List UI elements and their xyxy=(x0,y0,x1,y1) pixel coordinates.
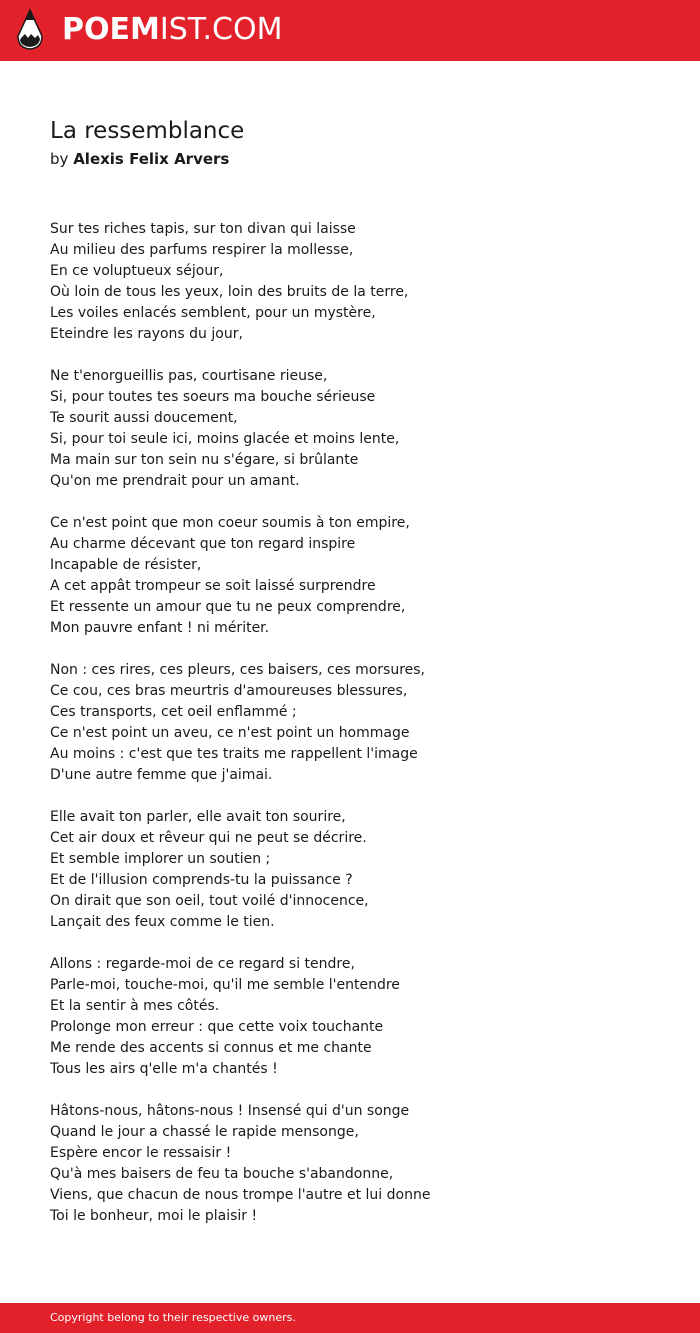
site-header xyxy=(0,0,700,61)
poem-stanza xyxy=(50,1101,670,1227)
poem-line: Tous les airs q'elle m'a chantés ! xyxy=(50,1061,278,1077)
poem-line: Ces transports, cet oeil enflammé ; xyxy=(50,704,297,720)
poem-line: Ma main sur ton sein nu s'égare, si brûlante xyxy=(50,452,359,468)
logo-text-bold: POEM xyxy=(62,12,160,47)
poem-line: Quand le jour a chassé le rapide mensonge, xyxy=(50,1124,359,1140)
poem-line: Au milieu des parfums respirer la mollesse, xyxy=(50,242,354,258)
poem-title: La ressemblance xyxy=(50,118,245,144)
poem-line: Les voiles enlacés semblent, pour un mystère, xyxy=(50,305,376,321)
site-logo-link[interactable] xyxy=(16,8,282,52)
poem-line: Toi le bonheur, moi le plaisir ! xyxy=(50,1208,258,1224)
poem-stanza xyxy=(50,219,670,345)
poem-line: Ce cou, ces bras meurtris d'amoureuses blessures, xyxy=(50,683,408,699)
poem-stanza xyxy=(50,660,670,786)
poem-stanza xyxy=(50,954,670,1080)
poem-body xyxy=(50,219,670,1248)
byline-label: by xyxy=(50,150,69,168)
poem-stanza xyxy=(50,513,670,639)
poem-stanza xyxy=(50,366,670,492)
poem-line: Cet air doux et rêveur qui ne peut se décrire. xyxy=(50,830,367,846)
poem-line: Et de l'illusion comprends-tu la puissance ? xyxy=(50,872,353,888)
poem-line: En ce voluptueux séjour, xyxy=(50,263,224,279)
site-footer xyxy=(0,1303,700,1333)
poem-line: Qu'on me prendrait pour un amant. xyxy=(50,473,300,489)
poem-line: D'une autre femme que j'aimai. xyxy=(50,767,273,783)
poem-line: Ne t'enorgueillis pas, courtisane rieuse, xyxy=(50,368,328,384)
poem-line: Si, pour toutes tes soeurs ma bouche sérieuse xyxy=(50,389,376,405)
poem-line: Elle avait ton parler, elle avait ton sourire, xyxy=(50,809,346,825)
poem-line: Sur tes riches tapis, sur ton divan qui laisse xyxy=(50,221,356,237)
poem-line: Et ressente un amour que tu ne peux comprendre, xyxy=(50,599,406,615)
poem-line: Allons : regarde-moi de ce regard si tendre, xyxy=(50,956,355,972)
poem-line: Viens, que chacun de nous trompe l'autre et lui donne xyxy=(50,1187,431,1203)
poem-line: Ce n'est point que mon coeur soumis à ton empire, xyxy=(50,515,410,531)
poem-line: Au charme décevant que ton regard inspire xyxy=(50,536,356,552)
poem-line: Incapable de résister, xyxy=(50,557,202,573)
poem-line: Eteindre les rayons du jour, xyxy=(50,326,243,342)
poem-line: Non : ces rires, ces pleurs, ces baisers, ces morsures, xyxy=(50,662,426,678)
poem-line: A cet appât trompeur se soit laissé surprendre xyxy=(50,578,376,594)
poem-byline xyxy=(50,149,229,169)
poem-line: Si, pour toi seule ici, moins glacée et moins lente, xyxy=(50,431,400,447)
poem-line: Te sourit aussi doucement, xyxy=(50,410,238,426)
copyright-notice: Copyright belong to their respective owners. xyxy=(50,1311,296,1324)
poem-line: Où loin de tous les yeux, loin des bruits de la terre, xyxy=(50,284,409,300)
poem-line: Hâtons-nous, hâtons-nous ! Insensé qui d'un songe xyxy=(50,1103,410,1119)
poem-line: Prolonge mon erreur : que cette voix touchante xyxy=(50,1019,384,1035)
author-link[interactable]: Alexis Felix Arvers xyxy=(73,150,230,168)
poem-line: Au moins : c'est que tes traits me rappellent l'image xyxy=(50,746,418,762)
pencil-tip-icon xyxy=(16,8,44,52)
poem-line: Espère encor le ressaisir ! xyxy=(50,1145,232,1161)
poem-stanza xyxy=(50,807,670,933)
poem-line: Ce n'est point un aveu, ce n'est point un hommage xyxy=(50,725,410,741)
poem-line: Me rende des accents si connus et me chante xyxy=(50,1040,372,1056)
poem-line: Et la sentir à mes côtés. xyxy=(50,998,220,1014)
poem-line: Qu'à mes baisers de feu ta bouche s'abandonne, xyxy=(50,1166,394,1182)
logo-text-light: IST.COM xyxy=(159,12,283,47)
poem-line: Mon pauvre enfant ! ni mériter. xyxy=(50,620,270,636)
poem-line: Et semble implorer un soutien ; xyxy=(50,851,271,867)
poem-line: Parle-moi, touche-moi, qu'il me semble l'entendre xyxy=(50,977,400,993)
poem-line: Lançait des feux comme le tien. xyxy=(50,914,275,930)
logo-text xyxy=(62,8,282,52)
poem-line: On dirait que son oeil, tout voilé d'innocence, xyxy=(50,893,369,909)
